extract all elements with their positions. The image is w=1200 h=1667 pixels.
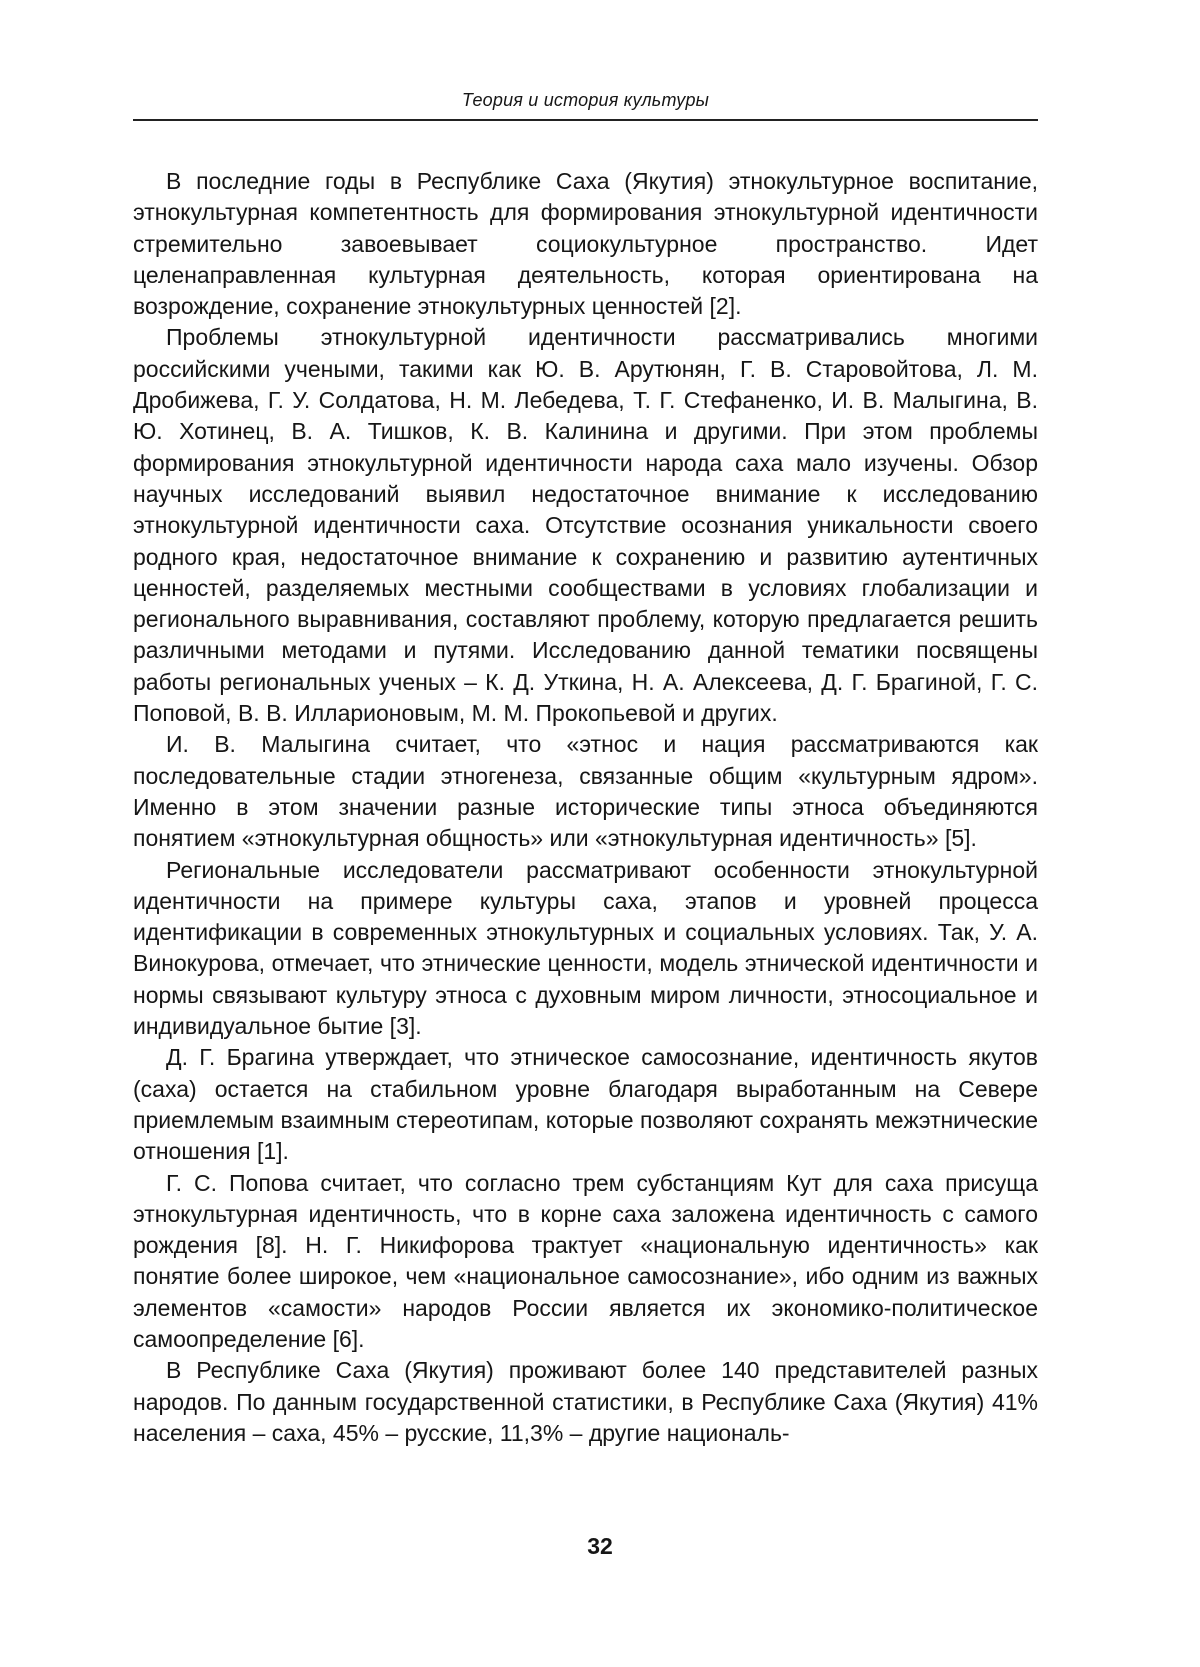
paragraph-6: Г. С. Попова считает, что согласно трем субстанциям Кут для саха присуща этнокультурная идентичность, что в корне саха заложена идентичность с самого рождения [8]. Н. Г. Никифорова трактует «национальную идентичность» как понятие более широкое, чем «национальное самосознание», ибо одним из важных элементов «самости» народов России является их экономико-политическое самоопределение [6]. [133, 1169, 1038, 1352]
paragraph-5: Д. Г. Брагина утверждает, что этническое самосознание, идентичность якутов (саха) остается на стабильном уровне благодаря выработанным на Севере приемлемым взаимным стереотипам, которые позволяют сохранять межэтнические отношения [1]. [133, 1044, 1038, 1165]
paragraph-3: И. В. Малыгина считает, что «этнос и нация рассматриваются как последовательные стадии этногенеза, связанные общим «культурным ядром». Именно в этом значении разные исторические типы этноса объединяются понятием «этнокультурная общность» или «этнокультурная идентичность» [5]. [133, 731, 1038, 852]
paragraph-1: В последние годы в Республике Саха (Якутия) этнокультурное воспитание, этнокультурная компетентность для формирования этнокультурной идентичности стремительно завоевывает социокультурное пространство. Идет целенаправленная культурная деятельность, которая ориентирована на возрождение, сохранение этнокультурных ценностей [2]. [133, 168, 1038, 320]
page-number: 32 [587, 1533, 613, 1559]
running-header: Теория и история культуры [461, 90, 710, 110]
paragraph-2: Проблемы этнокультурной идентичности рассматривались многими российскими учеными, такими как Ю. В. Арутюнян, Г. В. Старовойтова, Л. М. Дробижева, Г. У. Солдатова, Н. М. Лебедева, Т. Г. Стефаненко, И. В. Малыгина, В. Ю. Хотинец, В. А. Тишков, К. В. Калинина и другими. При этом проблемы формирования этнокультурной идентичности народа саха мало изучены. Обзор научных исследований выявил недостаточное внимание к исследованию этнокультурной идентичности саха. Отсутствие осознания уникальности своего родного края, недостаточное внимание к сохранению и развитию аутентичных ценностей, разделяемых местными сообществами в условиях глобализации и регионального выравнивания, составляют проблему, которую предлагается решить различными методами и путями. Исследованию данной тематики посвящены работы региональных ученых – К. Д. Уткина, Н. А. Алексеева, Д. Г. Брагиной, Г. С. Поповой, В. В. Илларионовым, М. М. Прокопьевой и других. [133, 324, 1038, 727]
paragraph-7: В Республике Саха (Якутия) проживают более 140 представителей разных народов. По данным государственной статистики, в Республике Саха (Якутия) 41% населения – саха, 45% – русские, 11,3% – другие националь- [133, 1357, 1038, 1446]
body-text [133, 166, 1038, 1449]
paragraph-4: Региональные исследователи рассматривают особенности этнокультурной идентичности на примере культуры саха, этапов и уровней процесса идентификации в современных этнокультурных и социальных условиях. Так, У. А. Винокурова, отмечает, что этнические ценности, модель этнической идентичности и нормы связывают культуру этноса с духовным миром личности, этносоциальное и индивидуальное бытие [3]. [133, 856, 1038, 1040]
header-rule [133, 119, 1038, 121]
